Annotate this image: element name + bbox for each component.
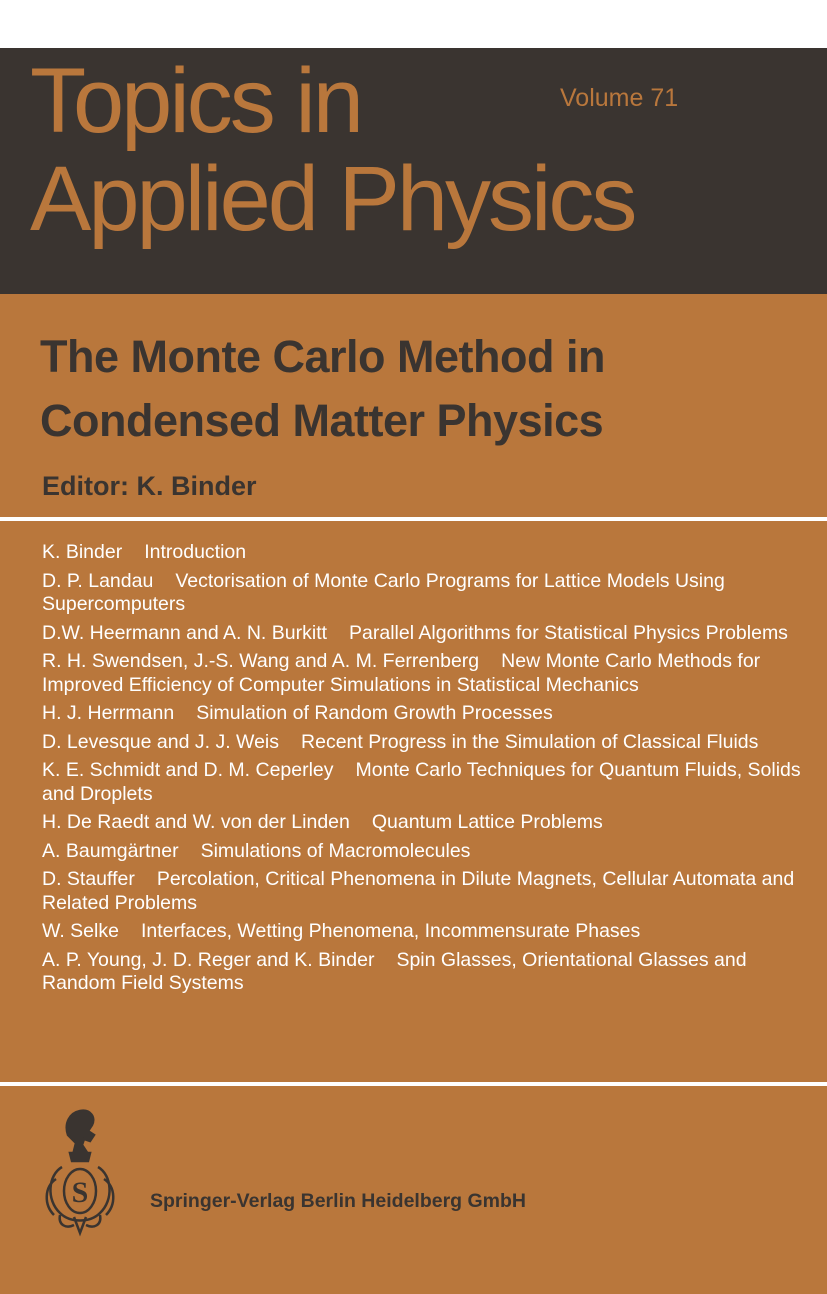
entry-authors: K. E. Schmidt and D. M. Ceperley	[42, 759, 334, 781]
entry-title: Parallel Algorithms for Statistical Physics Problems	[349, 621, 788, 644]
entry-authors: A. P. Young, J. D. Reger and K. Binder	[42, 948, 375, 971]
contents-entry	[42, 731, 817, 755]
contents-entry	[42, 570, 817, 617]
book-title	[40, 325, 605, 453]
entry-authors: H. De Raedt and W. von der Linden	[42, 811, 350, 833]
entry-title: Percolation, Critical Phenomena in Dilute Magnets, Cellular Automata and Related Problems	[42, 868, 795, 914]
divider-bottom	[0, 1082, 827, 1086]
entry-title: Simulations of Macromolecules	[200, 839, 471, 862]
series-title-line1: Topics in	[30, 50, 361, 152]
top-margin	[0, 0, 827, 48]
entry-title: Monte Carlo Techniques for Quantum Fluids, Solids and Droplets	[42, 759, 801, 805]
entry-authors: D.W. Heermann and A. N. Burkitt	[42, 621, 328, 644]
contents-entry	[42, 840, 817, 864]
entry-title: Interfaces, Wetting Phenomena, Incommensurate Phases	[140, 920, 641, 942]
contents-list	[42, 541, 817, 1001]
editor-credit: Editor: K. Binder	[42, 471, 257, 501]
svg-text:S: S	[71, 1176, 89, 1209]
entry-authors: D. P. Landau	[42, 569, 154, 592]
springer-knight-icon	[40, 1105, 120, 1245]
contents-entry	[42, 868, 817, 915]
contents-entry	[42, 759, 817, 806]
contents-entry	[42, 702, 817, 726]
publisher-name: Springer-Verlag Berlin Heidelberg GmbH	[150, 1190, 527, 1212]
contents-entry	[42, 949, 817, 996]
entry-authors: D. Stauffer	[42, 868, 135, 890]
book-title-line2: Condensed Matter Physics	[40, 395, 604, 446]
series-title	[30, 52, 634, 248]
entry-authors: A. Baumgärtner	[42, 839, 179, 862]
entry-authors: K. Binder	[42, 541, 123, 563]
entry-authors: W. Selke	[42, 920, 119, 942]
series-title-line2: Applied Physics	[30, 148, 635, 250]
entry-authors: D. Levesque and J. J. Weis	[42, 730, 280, 753]
entry-title: Vectorisation of Monte Carlo Programs for Lattice Models Using Supercomputers	[42, 569, 725, 615]
entry-title: Recent Progress in the Simulation of Classical Fluids	[301, 730, 759, 753]
book-title-line1: The Monte Carlo Method in	[40, 331, 605, 382]
entry-authors: R. H. Swendsen, J.-S. Wang and A. M. Ferrenberg	[42, 650, 480, 672]
divider-top	[0, 517, 827, 521]
volume-number: Volume 71	[560, 84, 679, 112]
entry-title: Introduction	[144, 541, 247, 563]
entry-title: Spin Glasses, Orientational Glasses and Random Field Systems	[42, 948, 747, 994]
entry-title: Quantum Lattice Problems	[371, 811, 603, 833]
entry-title: Simulation of Random Growth Processes	[196, 702, 553, 724]
contents-entry	[42, 811, 817, 835]
contents-entry	[42, 650, 817, 697]
contents-entry	[42, 622, 817, 646]
contents-entry	[42, 541, 817, 565]
contents-entry	[42, 920, 817, 944]
entry-title: New Monte Carlo Methods for Improved Efficiency of Computer Simulations in Statistical Mechanics	[42, 650, 761, 696]
entry-authors: H. J. Herrmann	[42, 702, 175, 724]
